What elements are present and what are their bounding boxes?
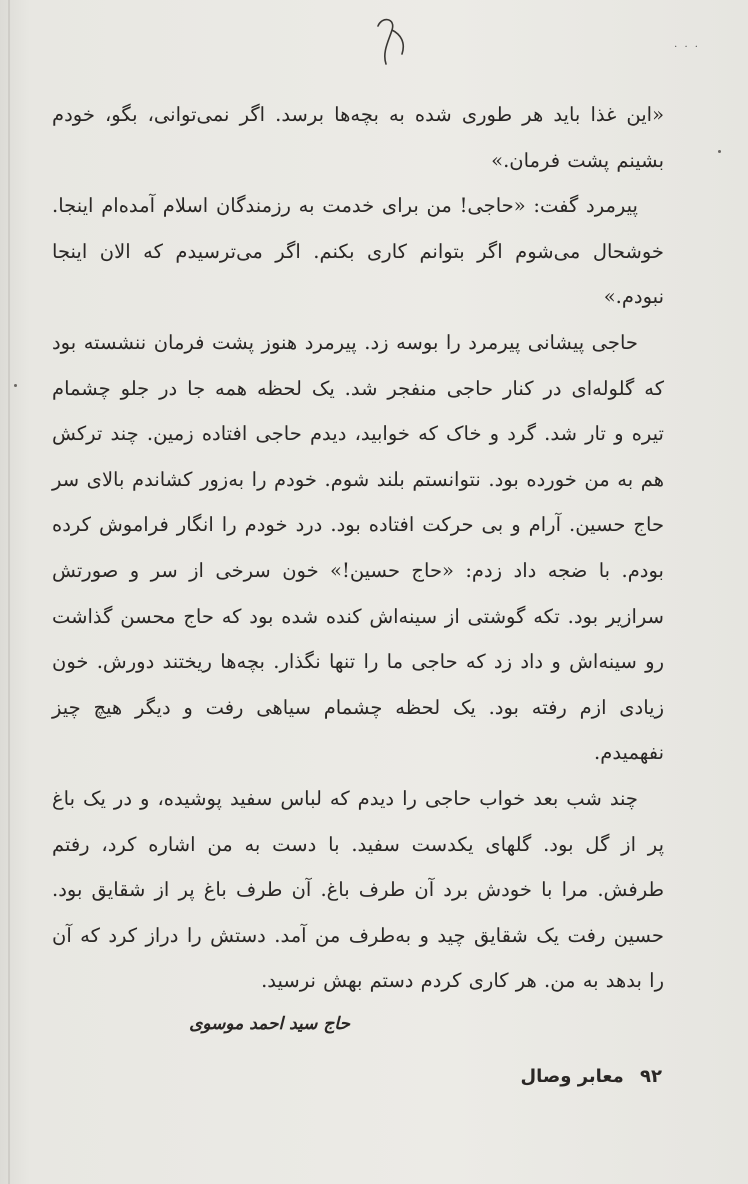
handwritten-number-mark [362, 12, 422, 72]
binding-edge [8, 0, 10, 1184]
corner-marks: · · · [674, 42, 700, 53]
stray-dot [718, 150, 721, 153]
stray-dot [14, 384, 17, 387]
book-title: معابر وصال [520, 1066, 624, 1087]
paragraph-4: چند شب بعد خواب حاجی را دیدم که لباس سفید پوشیده، و در یک باغ پر از گل بود. گلهای یکدست سفید. با دست به من اشاره کرد، رفتم طرفش. مرا با خودش برد آن طرف باغ. آن طرف باغ پر از شقایق بود. حسین رفت یک شقایق چید و به‌طرف من آمد. دستش را دراز کرد که آن را بدهد به من. هر کاری کردم دستم بهش نرسید. [52, 786, 664, 993]
paragraph-2: پیرمرد گفت: «حاجی! من برای خدمت به رزمندگان اسلام آمده‌ام اینجا. خوشحال می‌شوم اگر بتوانم کاری بکنم. اگر می‌ترسیدم که الان اینجا نبودم.» [52, 194, 664, 309]
author-signature: حاج سید احمد موسوی [189, 1014, 350, 1034]
paragraph-3: حاجی پیشانی پیرمرد را بوسه زد. پیرمرد هنوز پشت فرمان ننشسته بود که گلوله‌ای در کنار حاجی منفجر شد. یک لحظه همه جا در جلو چشمام تیره و تار شد. گرد و خاک که خوابید، دیدم حاجی افتاده زمین. چند ترکش هم به من خورده بود. نتوانستم بلند شوم. خودم را به‌زور کشاندم بالای سر حاج حسین. آرام و بی حرکت افتاده بود. درد خودم را انگار فراموش کرده بودم. با ضجه داد زدم: «حاج حسین!» خون سرخی از سر و صورتش سرازیر بود. تکه گوشتی از سینه‌اش کنده شده بود که حاج محسن گذاشت رو سینه‌اش و داد زد که حاجی ما را تنها نگذار. بچه‌ها ریختند دورش. خون زیادی ازم رفته بود. یک لحظه چشمام سیاهی رفت و دیگر هیچ چیز نفهمیدم. [52, 330, 664, 765]
page-number: ۹۲ [640, 1066, 662, 1087]
page-footer [520, 1066, 662, 1087]
paragraph-1: «این غذا باید هر طوری شده به بچه‌ها برسد. اگر نمی‌توانی، بگو، خودم بشینم پشت فرمان.» [52, 103, 664, 172]
body-text [52, 92, 664, 1004]
